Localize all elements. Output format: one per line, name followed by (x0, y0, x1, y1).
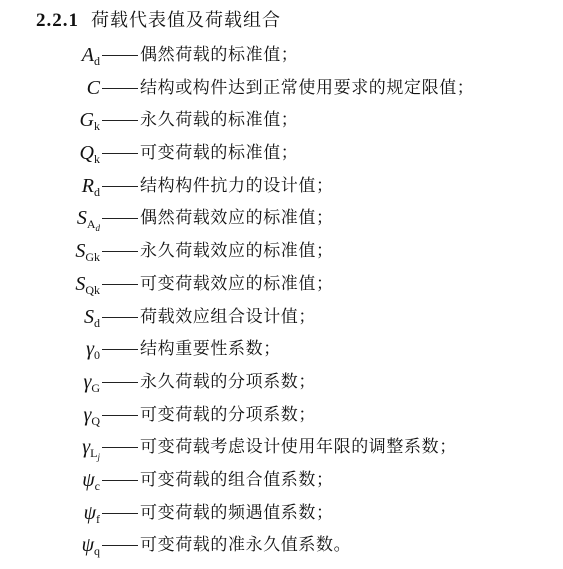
symbol-subscript-text: c (94, 478, 100, 493)
symbol-row (0, 432, 563, 465)
symbol-description: 可变荷载的分项系数； (140, 404, 316, 425)
symbol-subscript-text: k (94, 152, 100, 167)
symbol-description: 可变荷载的标准值； (140, 143, 299, 164)
symbol (79, 142, 100, 167)
section-number: 2.2.1 (36, 10, 79, 31)
em-dash-separator (102, 218, 138, 219)
symbol-base: ψ (83, 501, 96, 524)
symbol-row (0, 236, 563, 269)
symbol-subscript-text: q (94, 544, 100, 559)
symbol-row (0, 334, 563, 367)
symbol-subscript (95, 479, 100, 493)
em-dash-separator (102, 153, 138, 154)
symbol-row (0, 171, 563, 204)
symbol-row (0, 269, 563, 302)
em-dash-separator (102, 251, 138, 252)
symbol (87, 77, 100, 99)
symbol (84, 502, 100, 524)
symbol-base: S (76, 207, 87, 230)
symbol-subscript-text: d (94, 315, 100, 330)
symbol-row (0, 138, 563, 171)
symbol-subscript (94, 316, 100, 330)
symbol-definition-list (0, 40, 563, 563)
symbol-description: 结构或构件达到正常使用要求的规定限值； (140, 77, 475, 98)
em-dash-separator (102, 186, 138, 187)
symbol-subscript-text: Qk (85, 282, 100, 297)
symbol-subscript-text: 0 (94, 348, 100, 363)
em-dash-separator (102, 513, 138, 514)
em-dash-separator (102, 55, 138, 56)
symbol-description: 偶然荷载效应的标准值； (140, 208, 334, 229)
symbol (82, 469, 100, 491)
symbol-base: S (84, 305, 94, 328)
symbol-row (0, 203, 563, 236)
symbol-description: 结构重要性系数； (140, 339, 281, 360)
symbol-subscript-text: d (94, 184, 100, 199)
symbol (86, 338, 100, 363)
symbol-row (0, 105, 563, 138)
symbol-base: Q (79, 142, 94, 165)
symbol-description: 荷载效应组合设计值； (140, 306, 316, 327)
symbol (75, 273, 100, 295)
symbol-row (0, 367, 563, 400)
symbol-subscript (94, 54, 100, 68)
symbol-description: 可变荷载的准永久值系数。 (140, 535, 352, 556)
em-dash-separator (102, 545, 138, 546)
symbol-base: R (81, 174, 94, 197)
symbol-description: 偶然荷载的标准值； (140, 45, 299, 65)
em-dash-separator (102, 317, 138, 318)
symbol-subscript-text: A (86, 217, 96, 232)
symbol (79, 109, 100, 134)
em-dash-separator (102, 284, 138, 285)
symbol-description: 可变荷载的频遇值系数； (140, 502, 334, 523)
em-dash-separator (102, 349, 138, 350)
symbol-subscript (94, 119, 100, 133)
symbol-subscript (96, 512, 100, 526)
symbol-base: ψ (81, 534, 94, 557)
symbol-subscript-text: G (91, 380, 100, 395)
section-heading (36, 8, 281, 33)
em-dash-separator (102, 447, 138, 448)
symbol-row (0, 302, 563, 335)
symbol-subscript-text: d (94, 54, 100, 68)
symbol-subscript-text: L (90, 446, 98, 461)
symbol-subscript (86, 217, 100, 234)
em-dash-separator (102, 120, 138, 121)
em-dash-separator (102, 415, 138, 416)
em-dash-separator (102, 382, 138, 383)
symbol-subscript (91, 414, 100, 428)
section-title: 荷载代表值及荷载组合 (91, 10, 281, 31)
symbol-subscript (85, 250, 100, 264)
symbol-base: γ (86, 338, 94, 361)
symbol-subscript (85, 283, 100, 297)
symbol (83, 404, 100, 426)
symbol-description: 可变荷载的组合值系数； (140, 469, 334, 490)
symbol-row (0, 465, 563, 498)
symbol-subscript (94, 152, 100, 166)
symbol-base: γ (83, 403, 92, 426)
symbol-sub-subscript (97, 452, 100, 462)
symbol-subscript (91, 381, 100, 395)
symbol (75, 240, 100, 265)
symbol-row (0, 530, 563, 563)
symbol-base: A (81, 44, 94, 66)
symbol-description: 永久荷载的分项系数； (140, 371, 316, 392)
symbol-description: 可变荷载效应的标准值； (140, 273, 334, 294)
symbol (82, 44, 100, 66)
symbol-description: 可变荷载考虑设计使用年限的调整系数； (140, 437, 457, 458)
symbol-row (0, 498, 563, 531)
symbol-base: G (79, 109, 94, 132)
symbol (84, 306, 100, 328)
symbol-base: S (75, 272, 86, 295)
symbol-base: γ (82, 436, 91, 459)
symbol-subscript (90, 446, 100, 463)
symbol (82, 436, 100, 463)
symbol-subscript-text: f (96, 511, 100, 526)
symbol-subscript-text: k (94, 119, 100, 134)
symbol-sub-subscript-text: j (97, 452, 100, 463)
symbol-row (0, 40, 563, 73)
symbol-subscript (94, 348, 100, 362)
symbol-description: 结构构件抗力的设计值； (140, 175, 334, 196)
symbol (83, 371, 100, 393)
em-dash-separator (102, 88, 138, 89)
symbol-subscript-text: Gk (85, 250, 100, 265)
symbol-base: γ (83, 370, 92, 393)
symbol (81, 534, 100, 559)
symbol-base: S (75, 240, 86, 263)
symbol-row (0, 73, 563, 106)
symbol-subscript (94, 185, 100, 199)
symbol-subscript (94, 544, 100, 558)
symbol-base: ψ (82, 468, 95, 491)
symbol-sub-subscript-text: d (95, 223, 100, 234)
symbol (82, 175, 100, 197)
symbol-base: C (86, 76, 100, 99)
symbol-row (0, 400, 563, 433)
symbol-subscript-text: Q (91, 413, 100, 428)
symbol-description: 永久荷载效应的标准值； (140, 241, 334, 262)
symbol-sub-subscript (96, 223, 101, 233)
symbol (76, 207, 100, 234)
symbol-description: 永久荷载的标准值； (140, 110, 299, 131)
em-dash-separator (102, 480, 138, 481)
